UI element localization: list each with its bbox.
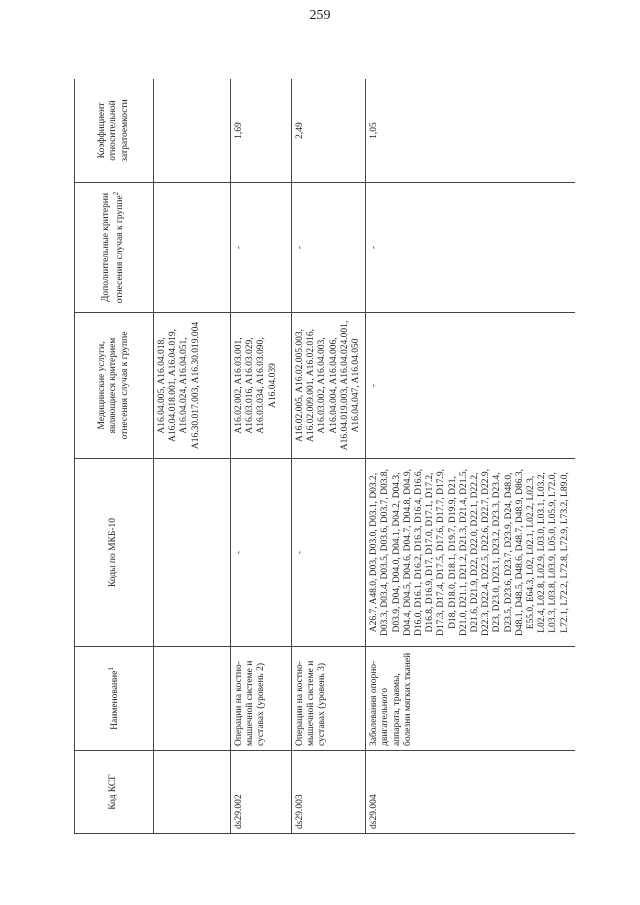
header-services: Медицинские услуги, являющиеся критерием отнесения случая к группе	[75, 313, 154, 459]
cell-coefficient	[154, 79, 231, 183]
cell-code: ds29.004	[366, 751, 575, 834]
cell-name: Операции на костно-мышечной системе и суставах (уровень 3)	[292, 647, 366, 751]
cell-services: A16.02.002, A16.03.001, A16.03.016, A16.03.029, A16.03.034, A16.03.090, A16.04.039	[231, 313, 292, 459]
table-row	[366, 79, 575, 834]
table-header-row	[75, 79, 154, 834]
table-row	[231, 79, 292, 834]
cell-services: A16.02.005, A16.02.005.003, A16.02.009.001, A16.02.016, A16.03.002, A16.04.003, A16.04.004, A16.04.006, A16.04.019.003, A16.04.024.001, A16.04.047, A16.04.050	[292, 313, 366, 459]
header-name: Наименование$^1$	[75, 647, 154, 751]
cell-services: -	[366, 313, 575, 459]
cell-criteria: -	[292, 183, 366, 313]
table-row-continuation	[154, 79, 231, 834]
cell-coefficient: 1,69	[231, 79, 292, 183]
cell-mkb: -	[231, 459, 292, 647]
cell-coefficient: 2,49	[292, 79, 366, 183]
header-code: Код КСГ	[75, 751, 154, 834]
header-criteria: Дополнительные критерии отнесения случая к группе$^2$	[75, 183, 154, 313]
ksg-table-container	[74, 79, 575, 834]
cell-name: Операции на костно-мышечной системе и суставах (уровень 2)	[231, 647, 292, 751]
cell-mkb: A26.7, A48.0, D03, D03.0, D03.1, D03.2, D03.3, D03.4, D03.5, D03.6, D03.7, D03.8, D03.9, D04, D04.0, D04.1, D04.2, D04.3, D04.4, D04.5, D04.6, D04.7, D04.8, D04.9, D16.0, D16.1, D16.2, D16.3, D16.4, D16.6, D16.8, D16.9, D17, D17.0, D17.1, D17.2, D17.3, D17.4, D17.5, D17.6, D17.7, D17.9, D18, D18.0, D18.1, D19.7, D19.9, D21, D21.0, D21.1, D21.2, D21.3, D21.4, D21.5, D21.6, D21.9, D22, D22.0, D22.1, D22.2, D22.3, D22.4, D22.5, D22.6, D22.7, D22.9, D23, D23.0, D23.1, D23.2, D23.3, D23.4, D23.5, D23.6, D23.7, D23.9, D24, D48.0, D48.1, D48.5, D48.6, D48.7, D48.9, D86.3, E55.0, E64.3, L02, L02.1, L02.2, L02.3, L02.4, L02.8, L02.9, L03.0, L03.1, L03.2, L03.3, L03.8, L03.9, L05.0, L05.9, L72.0, L72.1, L72.2, L72.8, L72.9, L73.2, L89.0,	[366, 459, 575, 647]
cell-name	[154, 647, 231, 751]
cell-services: A16.04.005, A16.04.018, A16.04.018.001, A16.04.019, A16.04.024, A16.04.051, A16.30.017.003, A16.30.019.004	[154, 313, 231, 459]
cell-criteria: -	[366, 183, 575, 313]
table-row	[292, 79, 366, 834]
ksg-table	[74, 79, 575, 834]
cell-code: ds29.002	[231, 751, 292, 834]
cell-coefficient: 1,05	[366, 79, 575, 183]
cell-code: ds29.003	[292, 751, 366, 834]
page-number: 259	[309, 8, 331, 23]
cell-mkb: -	[292, 459, 366, 647]
cell-criteria	[154, 183, 231, 313]
cell-name: Заболевания опорно-двигательного аппарата, травмы, болезни мягких тканей	[366, 647, 575, 751]
cell-criteria: -	[231, 183, 292, 313]
cell-mkb	[154, 459, 231, 647]
cell-code	[154, 751, 231, 834]
header-coefficient: Коэффициент относительной затратоемкости	[75, 79, 154, 183]
rotated-table	[74, 79, 575, 834]
header-mkb: Коды по МКБ-10	[75, 459, 154, 647]
